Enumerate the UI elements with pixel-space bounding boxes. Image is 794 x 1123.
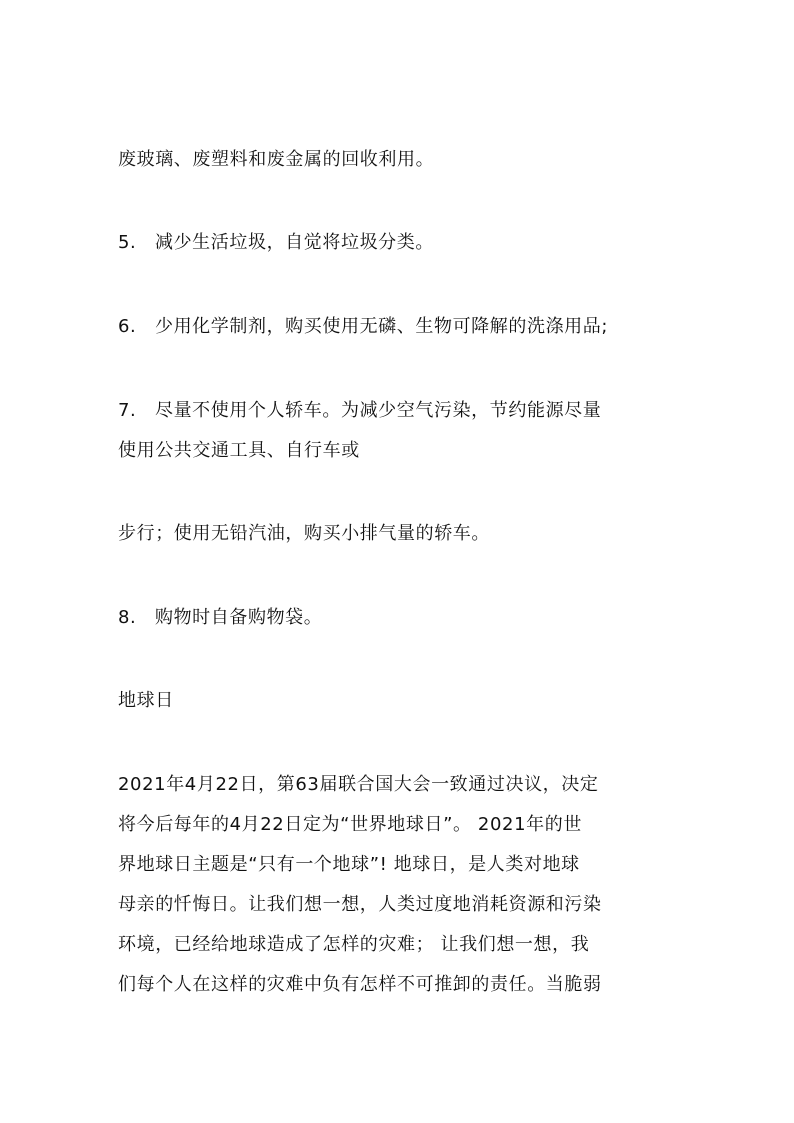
earth-day-paragraph-line-2: 将今后每年的4月22日定为“世界地球日”。 2021年的世 [118,814,582,835]
list-item-7-line-2: 使用公共交通工具、自行车或 [118,440,360,461]
earth-day-paragraph-line-1: 2021年4月22日，第63届联合国大会一致通过决议，决定 [118,774,599,795]
earth-day-paragraph-line-4: 母亲的忏悔日。让我们想一想，人类过度地消耗资源和污染 [118,894,602,915]
earth-day-paragraph-line-5: 环境，已经给地球造成了怎样的灾难； 让我们想一想，我 [118,934,590,955]
list-item-7-line-1: 7. 尽量不使用个人轿车。为减少空气污染，节约能源尽量 [118,400,602,421]
list-item-8: 8. 购物时自备购物袋。 [118,607,323,628]
list-item-6: 6. 少用化学制剂，购买使用无磷、生物可降解的洗涤用品; [118,316,609,337]
list-item-5: 5. 减少生活垃圾，自觉将垃圾分类。 [118,232,434,253]
section-heading-earth-day: 地球日 [118,690,174,711]
earth-day-paragraph-line-3: 界地球日主题是“只有一个地球”! 地球日，是人类对地球 [118,854,580,875]
earth-day-paragraph-line-6: 们每个人在这样的灾难中负有怎样不可推卸的责任。当脆弱 [118,974,602,995]
list-item-7-line-3: 步行；使用无铅汽油，购买小排气量的轿车。 [118,523,490,544]
paragraph-recycling-end: 废玻璃、废塑料和废金属的回收利用。 [118,149,435,170]
